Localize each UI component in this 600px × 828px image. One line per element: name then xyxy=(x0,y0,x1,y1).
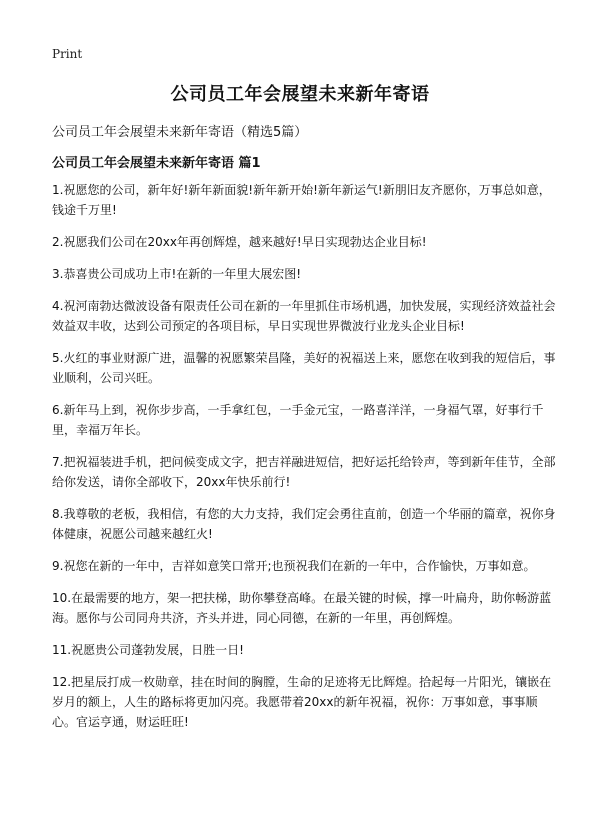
print-link[interactable]: Print xyxy=(52,47,83,61)
page-title: 公司员工年会展望未来新年寄语 xyxy=(170,84,430,105)
list-item: 4.祝河南勃达微波设备有限责任公司在新的一年里抓住市场机遇，加快发展，实现经济效益社会效益双丰收，达到公司预定的各项目标，早日实现世界微波行业龙头企业目标! xyxy=(52,299,556,333)
section-heading: 公司员工年会展望未来新年寄语 篇1 xyxy=(52,156,261,171)
list-item: 7.把祝福装进手机，把问候变成文字，把吉祥融进短信，把好运托给铃声，等到新年佳节，全部给你发送，请你全部收下，20xx年快乐前行! xyxy=(52,455,556,489)
list-item: 11.祝愿贵公司蓬勃发展，日胜一日! xyxy=(52,643,244,657)
list-item: 6.新年马上到，祝你步步高，一手拿红包，一手金元宝，一路喜洋洋，一身福气罩，好事行千里，幸福万年长。 xyxy=(52,403,544,437)
list-item: 9.祝您在新的一年中，吉祥如意笑口常开;也预祝我们在新的一年中，合作愉快，万事如意。 xyxy=(52,559,536,573)
list-item: 2.祝愿我们公司在20xx年再创辉煌，越来越好!早日实现勃达企业目标! xyxy=(52,235,427,249)
document-subtitle: 公司员工年会展望未来新年寄语（精选5篇） xyxy=(52,125,308,140)
list-item: 5.火红的事业财源广进，温馨的祝愿繁荣昌隆，美好的祝福送上来，愿您在收到我的短信后，事业顺利，公司兴旺。 xyxy=(52,351,556,385)
wish-list xyxy=(52,180,557,744)
list-item: 12.把星辰打成一枚勋章，挂在时间的胸膛，生命的足迹将无比辉煌。拾起每一片阳光，镶嵌在岁月的额上，人生的路标将更加闪亮。我愿带着20xx的新年祝福，祝你：万事如意，事事顺心。官运亨通，财运旺旺! xyxy=(52,675,552,729)
list-item: 8.我尊敬的老板，我相信，有您的大力支持，我们定会勇往直前，创造一个华丽的篇章，祝你身体健康，祝愿公司越来越红火! xyxy=(52,507,556,541)
list-item: 1.祝愿您的公司，新年好!新年新面貌!新年新开始!新年新运气!新朋旧友齐愿你，万事总如意，钱途千万里! xyxy=(52,183,551,217)
list-item: 3.恭喜贵公司成功上市!在新的一年里大展宏图! xyxy=(52,267,302,281)
list-item: 10.在最需要的地方，架一把扶梯，助你攀登高峰。在最关键的时候，撑一叶扁舟，助你畅游蓝海。愿你与公司同舟共济，齐头并进，同心同德，在新的一年里，再创辉煌。 xyxy=(52,591,552,625)
